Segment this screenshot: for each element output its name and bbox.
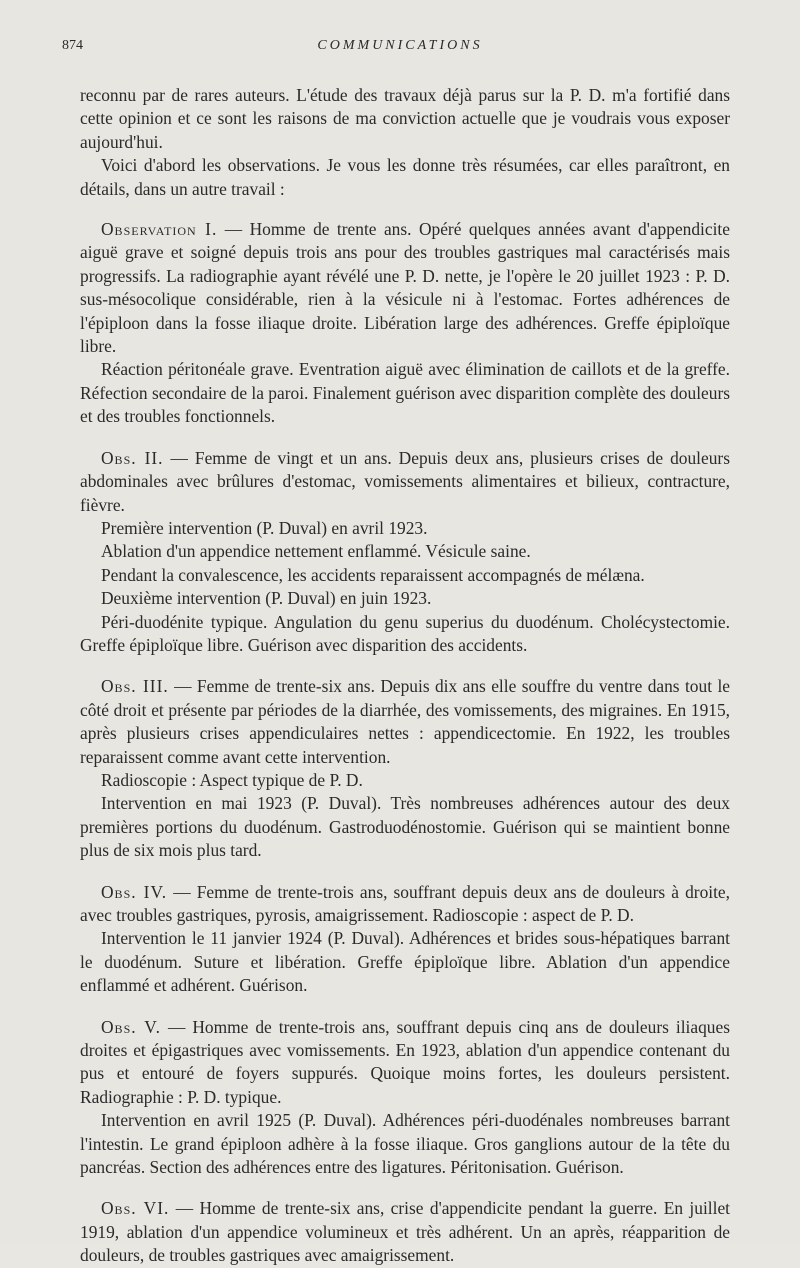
observation-2-paragraph: Deuxième intervention (P. Duval) en juin 1923. xyxy=(101,588,432,609)
observation-2-heading: Obs. II. xyxy=(101,447,164,468)
observation-4-heading: Obs. IV. xyxy=(101,881,168,902)
observation-5-paragraph: Intervention en avril 1925 (P. Duval). Adhérences péri-duodénales nombreuses barrant l'intestin. Le grand épiploon adhère à la fosse iliaque. Gros ganglions autour de la tête du pancréas. Section des adhérences entre des ligatures. Péritonisation. Guérison. xyxy=(80,1110,730,1178)
observation-3-paragraph xyxy=(80,675,730,769)
observation-1-paragraph xyxy=(80,218,730,358)
observation-3-paragraph: Radioscopie : Aspect typique de P. D. xyxy=(101,769,363,790)
observation-2-paragraph: Première intervention (P. Duval) en avril 1923. xyxy=(101,517,428,538)
running-title: COMMUNICATIONS xyxy=(317,38,483,53)
running-head xyxy=(62,38,738,58)
intro-paragraph: Voici d'abord les observations. Je vous les donne très résumées, car elles paraîtront, en détails, dans un autre travail : xyxy=(80,155,730,199)
observation-2-paragraph: Pendant la convalescence, les accidents reparaissent accompagnés de mélæna. xyxy=(101,564,645,585)
observation-2-paragraph xyxy=(80,447,730,517)
observation-2-text: — Femme de vingt et un ans. Depuis deux ans, plusieurs crises de douleurs abdominales avec brûlures d'estomac, vomissements alimentaires et bilieux, contracture, fièvre. xyxy=(80,447,730,515)
observation-4-paragraph xyxy=(80,881,730,928)
observation-3-heading: Obs. III. xyxy=(101,676,169,697)
observation-2-paragraph: Péri-duodénite typique. Angulation du genu superius du duodénum. Cholécystectomie. Greffe épiploïque libre. Guérison avec disparition des accidents. xyxy=(80,611,730,655)
observation-4-paragraph: Intervention le 11 janvier 1924 (P. Duval). Adhérences et brides sous-hépatiques barrant le duodénum. Suture et libération. Greffe épiploïque libre. Ablation d'un appendice enflammé et adhérent. Guérison. xyxy=(80,928,730,996)
observation-6-paragraph xyxy=(80,1197,730,1267)
observation-3-paragraph: Intervention en mai 1923 (P. Duval). Très nombreuses adhérences autour des deux premières portions du duodénum. Gastroduodénostomie. Guérison qui se maintient bonne plus de six mois plus tard. xyxy=(80,793,730,861)
observation-2-paragraph: Ablation d'un appendice nettement enflammé. Vésicule saine. xyxy=(101,541,531,562)
observation-6-text: — Homme de trente-six ans, crise d'appendicite pendant la guerre. En juillet 1919, ablation d'un appendice volumineux et très adhérent. Un an après, réapparition de douleurs, de troubles gastriques avec amaigrissement. xyxy=(80,1198,730,1266)
observation-5-text: — Homme de trente-trois ans, souffrant depuis cinq ans de douleurs iliaques droites et épigastriques avec vomissements. En 1923, ablation d'un appendice contenant du pus et entouré de foyers suppurés. Quoique moins fortes, les douleurs persistent. Radiographie : P. D. typique. xyxy=(80,1016,730,1107)
observation-1-heading: Observation I. xyxy=(101,219,218,240)
observation-4-text: — Femme de trente-trois ans, souffrant depuis deux ans de douleurs à droite, avec troubles gastriques, pyrosis, amaigrissement. Radioscopie : aspect de P. D. xyxy=(80,881,730,925)
observation-1-text: — Homme de trente ans. Opéré quelques années avant d'appendicite aiguë grave et soigné depuis trois ans pour des troubles gastriques mal caractérisés mais progressifs. La radiographie ayant révélé une P. D. nette, je l'opère le 20 juillet 1923 : P. D. sus-mésocolique considérable, rien à la vésicule ni à l'estomac. Fortes adhérences de l'épiploon dans la fosse iliaque droite. Libération large des adhérences. Greffe épiploïque libre. xyxy=(80,219,730,357)
observation-5-heading: Obs. V. xyxy=(101,1016,161,1037)
observation-6-heading: Obs. VI. xyxy=(101,1198,170,1219)
article-body xyxy=(80,84,730,1268)
intro-paragraph: reconnu par de rares auteurs. L'étude des travaux déjà parus sur la P. D. m'a fortifié dans cette opinion et ce sont les raisons de ma conviction actuelle que je voudrais vous exposer aujourd'hui. xyxy=(80,85,730,152)
observation-1-paragraph: Réaction péritonéale grave. Eventration aiguë avec élimination de caillots et de la greffe. Réfection secondaire de la paroi. Finalement guérison avec disparition complète des douleurs et des troubles fonctionnels. xyxy=(80,359,731,427)
observation-5-paragraph xyxy=(80,1016,730,1110)
page-number: 874 xyxy=(62,38,83,53)
observation-3-text: — Femme de trente-six ans. Depuis dix ans elle souffre du ventre dans tout le côté droit et présente par périodes de la diarrhée, des vomissements, des migraines. En 1915, après plusieurs crises appendiculaires nettes : appendicectomie. En 1922, les troubles reparaissent comme avant cette intervention. xyxy=(80,676,730,767)
